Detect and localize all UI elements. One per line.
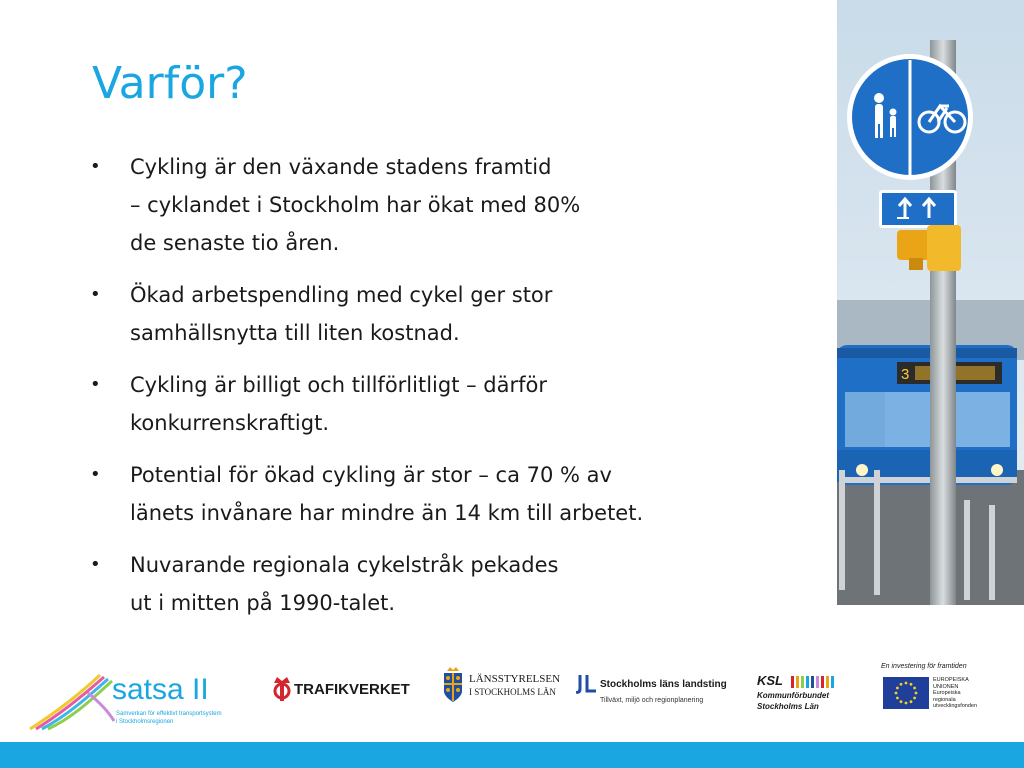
- eu-text-line: utvecklingsfonden: [933, 703, 978, 709]
- eu-text-line: UNIONEN: [933, 683, 959, 690]
- bullet-item: [88, 366, 788, 442]
- eu-heading: En investering för framtiden: [881, 663, 967, 670]
- lansstyrelsen-line1: LÄNSSTYRELSEN: [469, 673, 561, 685]
- slide-title: Varför?: [92, 58, 248, 109]
- eu-text-line: Europeiska: [933, 690, 961, 696]
- bullet-text: Nuvarande regionala cykelstråk pekades: [130, 553, 559, 577]
- ksl-stripes-icon: [791, 676, 839, 688]
- bullet-item: [88, 276, 788, 352]
- eu-text-line: EUROPEISKA: [933, 677, 969, 683]
- eu-text: [933, 677, 977, 710]
- bullet-text: konkurrenskraftigt.: [130, 411, 329, 435]
- landsting-mark-icon: [576, 675, 598, 695]
- footer-bar: [0, 742, 1024, 768]
- landsting-wordmark: Stockholms läns landsting: [600, 679, 727, 690]
- bicycle-pedestrian-sign: [847, 54, 973, 180]
- bullet-text: de senaste tio åren.: [130, 231, 340, 255]
- trafikverket-logo: [272, 675, 422, 705]
- satsa-tagline: Samverkan för effektivt transportsystem: [116, 711, 222, 717]
- bus-route-number: 3: [901, 366, 910, 383]
- bullet-dot: •: [90, 156, 101, 177]
- landsting-logo: [576, 675, 726, 711]
- bullet-item: [88, 546, 788, 622]
- bullet-text: Potential för ökad cykling är stor – ca 70 % av: [130, 463, 612, 487]
- satsa-logo: [28, 671, 243, 733]
- bullet-text: samhällsnytta till liten kostnad.: [130, 321, 460, 345]
- lansstyrelsen-logo: [443, 667, 561, 707]
- bullet-dot: •: [90, 554, 101, 575]
- bullet-text: – cyklandet i Stockholm har ökat med 80%: [130, 193, 581, 217]
- bullet-text: Cykling är billigt och tillförlitligt – därför: [130, 373, 548, 397]
- ksl-logo: [757, 673, 852, 717]
- bullet-dot: •: [90, 374, 101, 395]
- trafikverket-wordmark: TRAFIKVERKET: [294, 681, 410, 698]
- bullet-dot: •: [90, 464, 101, 485]
- bullet-text: länets invånare har mindre än 14 km till arbetet.: [130, 501, 644, 525]
- eu-text-line: regionala: [933, 696, 956, 703]
- crown-emblem-icon: [272, 675, 292, 703]
- satsa-wordmark: satsa II: [112, 673, 209, 706]
- ksl-line1: Kommunförbundet: [757, 691, 829, 700]
- bullet-text: Ökad arbetspendling med cykel ger stor: [130, 283, 553, 307]
- bullet-dot: •: [90, 284, 101, 305]
- bus: [837, 345, 1017, 485]
- bullet-item: [88, 456, 788, 532]
- bullet-item: [88, 148, 788, 262]
- satsa-tagline: i Stockholmsregionen: [116, 719, 174, 725]
- bullet-text: Cykling är den växande stadens framtid: [130, 155, 552, 179]
- ksl-wordmark: KSL: [757, 673, 783, 688]
- eu-flag-icon: [883, 677, 929, 709]
- eu-logo: [881, 663, 1001, 719]
- sign-bus-photo: [837, 0, 1024, 605]
- landsting-subtitle: Tillväxt, miljö och regionplanering: [600, 697, 704, 704]
- bullet-text: ut i mitten på 1990-talet.: [130, 591, 396, 615]
- lansstyrelsen-line2: I STOCKHOLMS LÄN: [469, 687, 556, 697]
- partner-logos: [0, 655, 1024, 735]
- bullet-list: [88, 148, 788, 636]
- photo-illustration: [837, 0, 1024, 605]
- coat-of-arms-icon: [443, 667, 463, 703]
- ksl-line2: Stockholms Län: [757, 702, 819, 711]
- lane-arrows-sign: [879, 190, 957, 228]
